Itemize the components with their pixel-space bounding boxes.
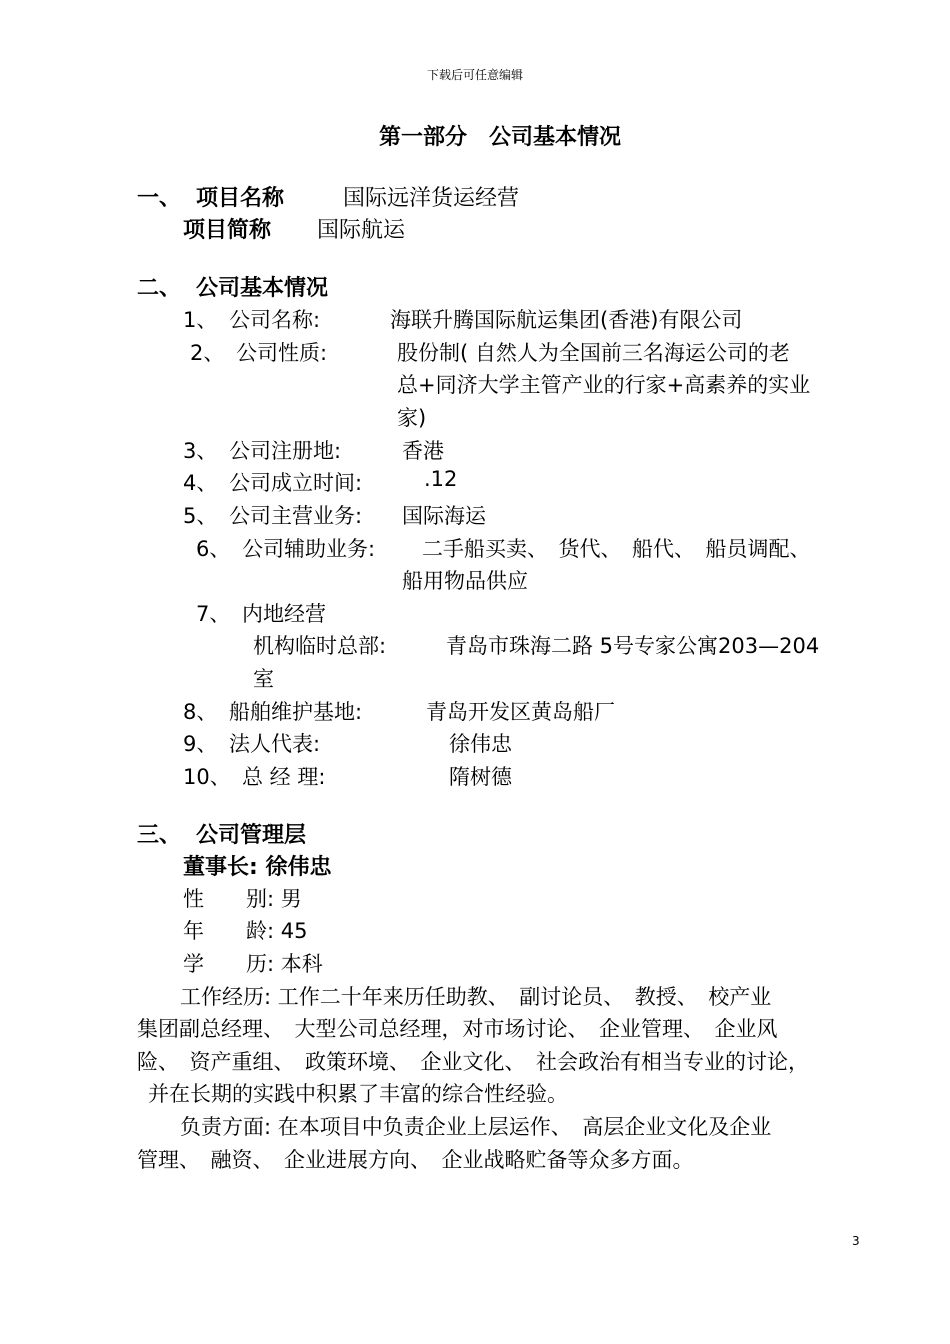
education-line: 学 历: 本科 — [183, 952, 323, 976]
page-title: 第一部分 公司基本情况 — [378, 125, 621, 150]
experience-line: 集团副总经理、 大型公司总经理，对市场讨论、 企业管理、 企业风 — [137, 1017, 778, 1041]
company-nature-value-line: 总+同济大学主管产业的行家+高素养的实业 — [397, 373, 811, 397]
registration-value: 香港 — [402, 439, 444, 463]
legal-rep-value: 徐伟忠 — [449, 732, 512, 756]
item-number: 10、 — [183, 765, 231, 789]
project-name-value: 国际远洋货运经营 — [343, 186, 520, 211]
company-name-label: 公司名称: — [229, 308, 321, 332]
maintenance-base-label: 船舶维护基地: — [229, 700, 363, 724]
experience-line: 险、 资产重组、 政策环境、 企业文化、 社会政治有相当专业的讨论， — [137, 1050, 809, 1074]
company-nature-value-line: 家) — [397, 406, 427, 430]
age-line: 年 龄: 45 — [183, 919, 308, 943]
item-number: 8、 — [183, 700, 218, 724]
experience-line: 并在长期的实践中积累了丰富的综合性经验。 — [148, 1082, 568, 1106]
aux-business-value-line: 二手船买卖、 货代、 船代、 船员调配、 — [422, 537, 811, 561]
page-number: 3 — [852, 1234, 860, 1248]
registration-label: 公司注册地: — [229, 439, 342, 463]
item-number: 3、 — [183, 439, 218, 463]
company-nature-value-line: 股份制( 自然人为全国前三名海运公司的老 — [397, 341, 790, 365]
responsibility-line: 负责方面: 在本项目中负责企业上层运作、 高层企业文化及企业 — [180, 1115, 772, 1139]
item-number: 7、 — [196, 602, 231, 626]
experience-line: 工作经历: 工作二十年来历任助教、 副讨论员、 教授、 校产业 — [180, 985, 772, 1009]
header-note: 下载后可任意编辑 — [426, 68, 523, 82]
item-number: 6、 — [196, 537, 231, 561]
temp-hq-value-line: 青岛市珠海二路 5号专家公寓203—204 — [446, 634, 820, 658]
section-1-number: 一、 — [137, 186, 182, 211]
aux-business-value-line: 船用物品供应 — [402, 569, 528, 593]
project-short-value: 国际航运 — [317, 218, 406, 243]
item-number: 9、 — [183, 732, 218, 756]
project-short-label: 项目简称 — [183, 218, 272, 243]
responsibility-line: 管理、 融资、 企业进展方向、 企业战略贮备等众多方面。 — [137, 1148, 694, 1172]
aux-business-label: 公司辅助业务: — [242, 537, 376, 561]
inland-ops-label: 内地经营 — [242, 602, 326, 626]
company-nature-label: 公司性质: — [236, 341, 328, 365]
main-business-value: 国际海运 — [402, 504, 486, 528]
temp-hq-label: 机构临时总部: — [253, 634, 387, 658]
maintenance-base-value: 青岛开发区黄岛船厂 — [426, 700, 615, 724]
founded-label: 公司成立时间: — [229, 471, 363, 495]
chairman-line: 董事长: 徐伟忠 — [183, 855, 332, 880]
section-3-heading: 公司管理层 — [196, 823, 307, 848]
item-number: 2、 — [190, 341, 225, 365]
founded-value: .12 — [424, 467, 458, 491]
temp-hq-value-line: 室 — [253, 667, 274, 691]
project-name-label: 项目名称 — [196, 186, 285, 211]
item-number: 1、 — [183, 308, 218, 332]
gm-value: 隋树德 — [449, 765, 512, 789]
item-number: 4、 — [183, 471, 218, 495]
main-business-label: 公司主营业务: — [229, 504, 363, 528]
legal-rep-label: 法人代表: — [229, 732, 321, 756]
section-3-number: 三、 — [137, 823, 182, 848]
section-2-heading: 公司基本情况 — [196, 276, 329, 301]
section-2-number: 二、 — [137, 276, 182, 301]
gm-label: 总 经 理: — [242, 765, 326, 789]
company-name-value: 海联升腾国际航运集团(香港)有限公司 — [390, 308, 743, 332]
item-number: 5、 — [183, 504, 218, 528]
gender-line: 性 别: 男 — [183, 887, 302, 911]
